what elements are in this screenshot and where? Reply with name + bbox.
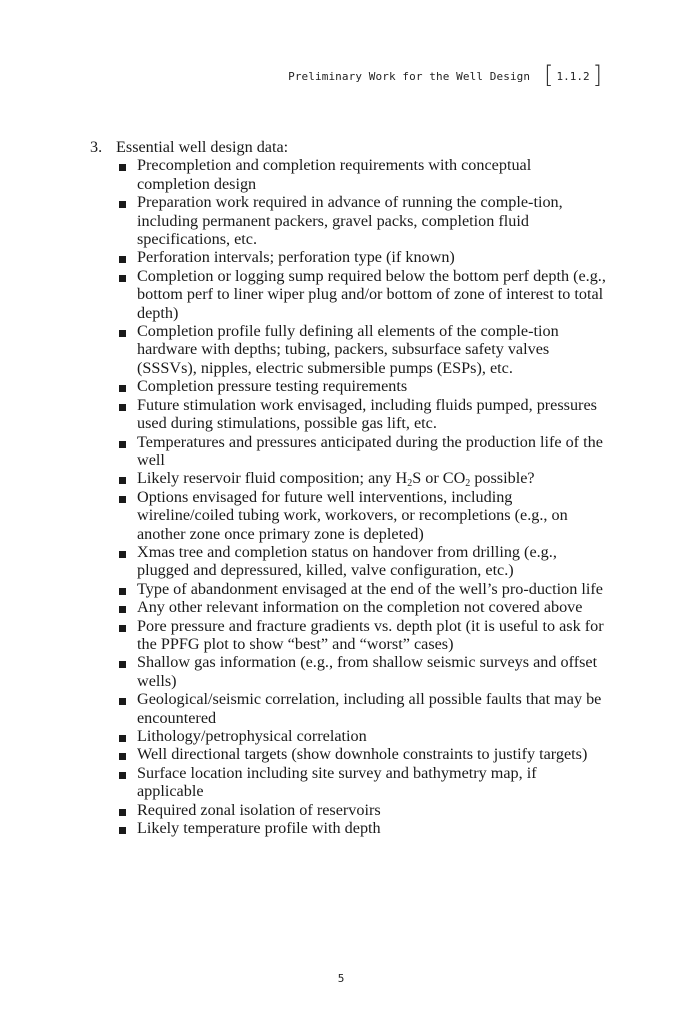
list-item: Type of abandonment envisaged at the end of the well’s pro-duction life	[118, 580, 606, 598]
list-item: Completion pressure testing requirements	[118, 377, 606, 395]
list-item: Future stimulation work envisaged, including fluids pumped, pressures used during stimulations, possible gas lift, etc.	[118, 396, 606, 433]
requirements-list	[90, 156, 606, 837]
fluid-text-c: possible?	[470, 469, 535, 488]
section-heading	[90, 138, 606, 156]
list-item	[118, 469, 606, 490]
left-bracket: [	[544, 61, 554, 89]
list-item: Completion profile fully defining all elements of the comple-tion hardware with depths; tubing, packers, subsurface safety valves (SSSVs), nipples, electric submersible pumps (ESPs), etc.	[118, 322, 606, 377]
list-item: Likely temperature profile with depth	[118, 819, 606, 837]
page-body	[90, 138, 606, 837]
list-item: Well directional targets (show downhole constraints to justify targets)	[118, 745, 606, 763]
running-title: Preliminary Work for the Well Design	[288, 69, 531, 83]
h2s-subscript: 2	[407, 478, 413, 490]
list-item: Pore pressure and fracture gradients vs. depth plot (it is useful to ask for the PPFG plot to show “best” and “worst” cases)	[118, 617, 606, 654]
fluid-text-b: S or CO	[412, 469, 466, 488]
list-item: Options envisaged for future well interventions, including wireline/coiled tubing work, workovers, or recompletions (e.g., on another zone once primary zone is depleted)	[118, 488, 606, 543]
list-item: Geological/seismic correlation, including all possible faults that may be encountered	[118, 690, 606, 727]
list-item: Precompletion and completion requirements with conceptual completion design	[118, 156, 606, 193]
list-item: Required zonal isolation of reservoirs	[118, 801, 606, 819]
list-item: Perforation intervals; perforation type (if known)	[118, 248, 606, 266]
section-heading-number: 3.	[90, 138, 103, 156]
section-number: 1.1.2	[556, 69, 590, 83]
list-item: Surface location including site survey and bathymetry map, if applicable	[118, 764, 606, 801]
running-head	[288, 61, 602, 89]
page-number: 5	[337, 972, 345, 985]
list-item: Shallow gas information (e.g., from shallow seismic surveys and offset wells)	[118, 653, 606, 690]
list-item: Xmas tree and completion status on handover from drilling (e.g., plugged and depressured, killed, valve configuration, etc.)	[118, 543, 606, 580]
right-bracket: ]	[592, 61, 602, 89]
section-marker	[544, 61, 602, 89]
fluid-text-a: Likely reservoir fluid composition; any H	[137, 469, 408, 488]
section-heading-text: Essential well design data:	[116, 138, 289, 156]
co2-subscript: 2	[465, 478, 471, 490]
list-item: Lithology/petrophysical correlation	[118, 727, 606, 745]
list-item: Completion or logging sump required below the bottom perf depth (e.g., bottom perf to liner wiper plug and/or bottom of zone of interest to total depth)	[118, 267, 606, 322]
list-item: Temperatures and pressures anticipated during the production life of the well	[118, 433, 606, 470]
list-item: Any other relevant information on the completion not covered above	[118, 598, 606, 616]
list-item: Preparation work required in advance of running the comple-tion, including permanent packers, gravel packs, completion fluid specifications, etc.	[118, 193, 606, 248]
